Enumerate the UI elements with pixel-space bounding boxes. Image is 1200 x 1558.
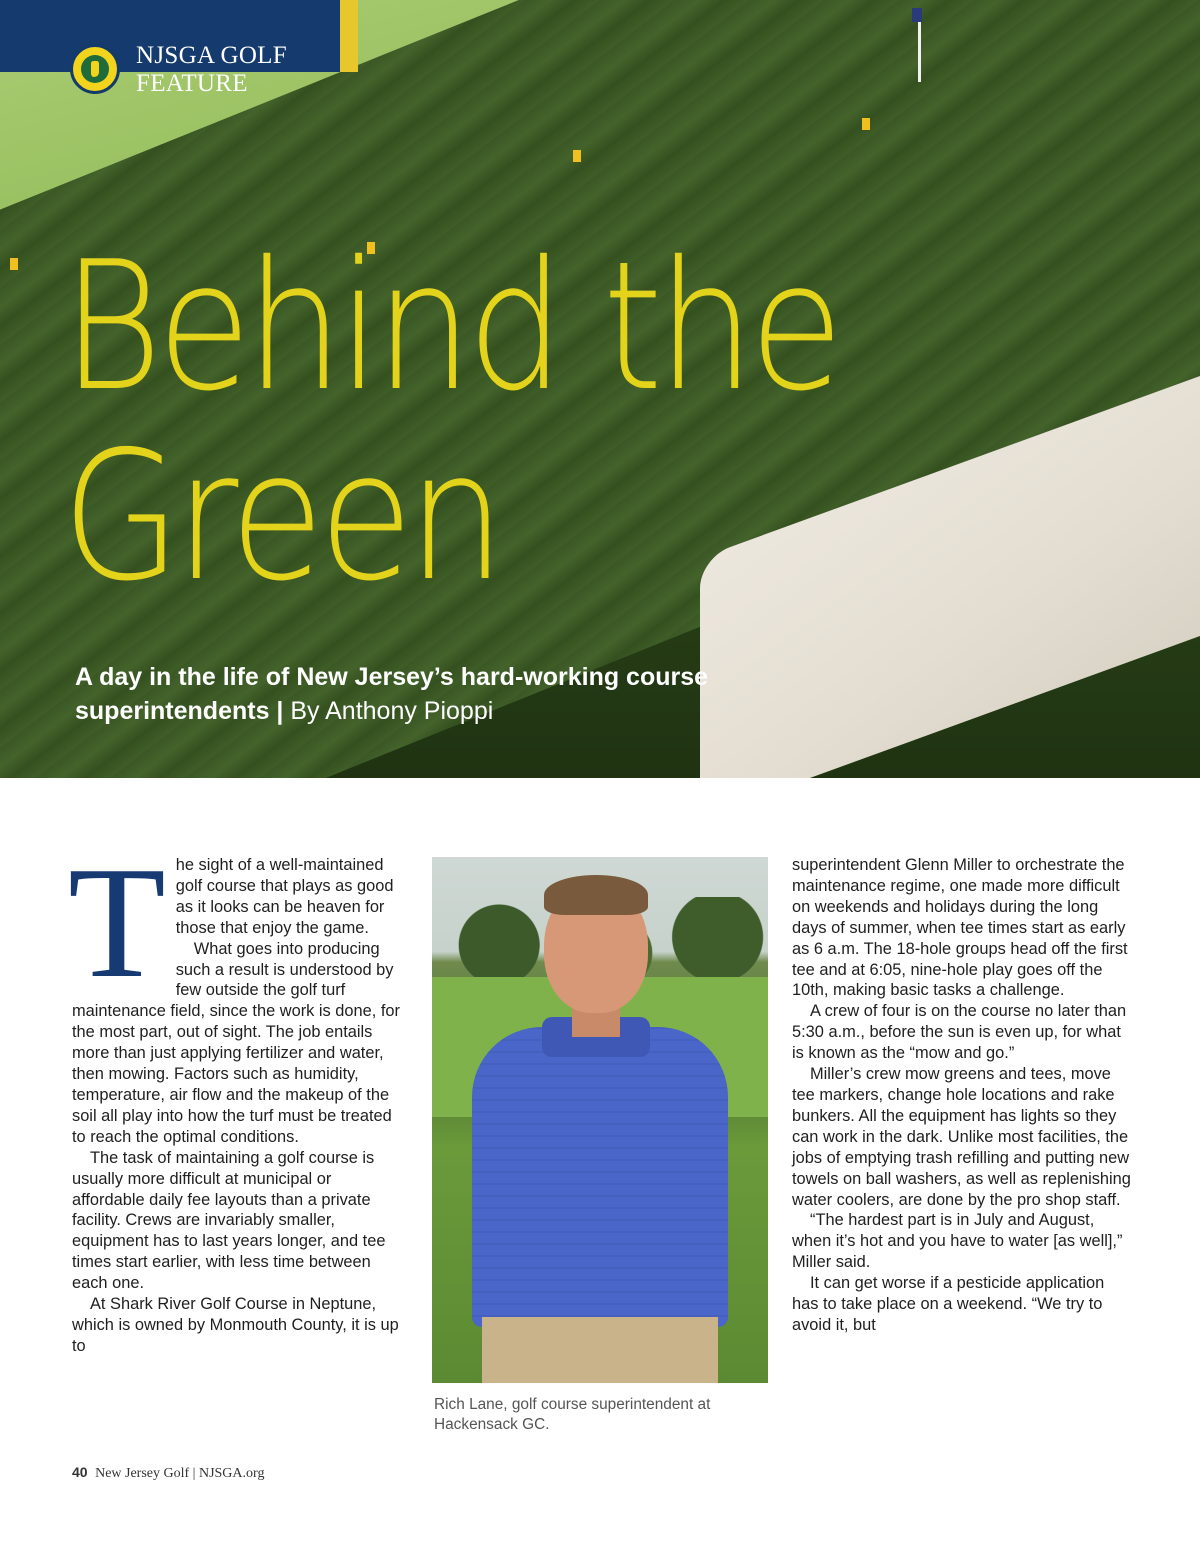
- paragraph: The task of maintaining a golf course is usually more difficult at municipal or affordable daily fee layouts than a private facility. Crews are invariably smaller, equipment has to last years longer, and tee times start earlier, with less time between each one.: [72, 1148, 386, 1293]
- headline-line2: Green: [62, 413, 500, 620]
- drop-cap: T: [68, 833, 166, 1011]
- publication-name: New Jersey Golf | NJSGA.org: [95, 1466, 265, 1481]
- marker-flag-icon: [10, 258, 18, 270]
- article-column-2: [792, 855, 1132, 1336]
- headline: [62, 223, 1025, 620]
- pullover: [472, 1027, 728, 1327]
- paragraph: At Shark River Golf Course in Neptune, which is owned by Monmouth County, it is up to: [72, 1295, 399, 1355]
- byline: By Anthony Pioppi: [290, 697, 494, 725]
- paragraph: Miller’s crew mow greens and tees, move tee markers, change hole locations and rake bunkers. All the equipment has lights so they can work in the dark. Unlike most facilities, the jobs of emptying trash refilling and putting new towels on ball washers, as well as replenishing water coolers, are done by the pro shop staff.: [792, 1065, 1131, 1209]
- marker-flag-icon: [862, 118, 870, 130]
- paragraph: It can get worse if a pesticide application has to take place on a weekend. “We try to avoid it, but: [792, 1274, 1105, 1334]
- dek-text: A day in the life of New Jersey’s hard-working course superintendents |: [75, 663, 709, 725]
- hero-image: [0, 0, 1200, 778]
- page-footer: [72, 1464, 264, 1482]
- paragraph: A crew of four is on the course no later than 5:30 a.m., before the sun is even up, for what is known as the “mow and go.”: [792, 1002, 1127, 1063]
- portrait-photo: [432, 857, 768, 1383]
- page-number: 40: [72, 1464, 88, 1480]
- njsga-logo-icon: [70, 44, 120, 94]
- paragraph: he sight of a well-maintained golf course that plays as good as it looks can be heaven for those that enjoy the game.: [175, 856, 394, 937]
- section-label: [136, 42, 287, 98]
- headline-line1: Behind the: [62, 223, 839, 430]
- paragraph: “The hardest part is in July and August, when it’s hot and you have to water [as well],” Miller said.: [792, 1211, 1123, 1272]
- section-label-line2: FEATURE: [136, 70, 248, 97]
- dek: [75, 660, 855, 728]
- hair: [544, 875, 648, 915]
- paragraph: What goes into producing such a result is understood by few outside the golf turf maintenance field, since the work is done, for the most part, out of sight. The job entails more than just applying fertilizer and water, then mowing. Factors such as humidity, temperature, air flow and the makeup of the soil all play into how the turf must be treated to reach the optimal conditions.: [72, 939, 400, 1146]
- photo-caption: Rich Lane, golf course superintendent at Hackensack GC.: [434, 1396, 711, 1433]
- accent-bar: [340, 0, 358, 72]
- pants: [482, 1317, 718, 1383]
- flag-icon: [912, 8, 922, 22]
- article-column-1: [68, 833, 408, 1357]
- paragraph: superintendent Glenn Miller to orchestrate the maintenance regime, one made more difficult on weekends and holidays during the long days of summer, when tee times start as early as 6 a.m. The 18-hole groups head off the first tee and at 6:05, nine-hole play goes off the 10th, making basic tasks a challenge.: [792, 856, 1128, 1000]
- marker-flag-icon: [573, 150, 581, 162]
- section-label-line1: NJSGA GOLF: [136, 42, 287, 69]
